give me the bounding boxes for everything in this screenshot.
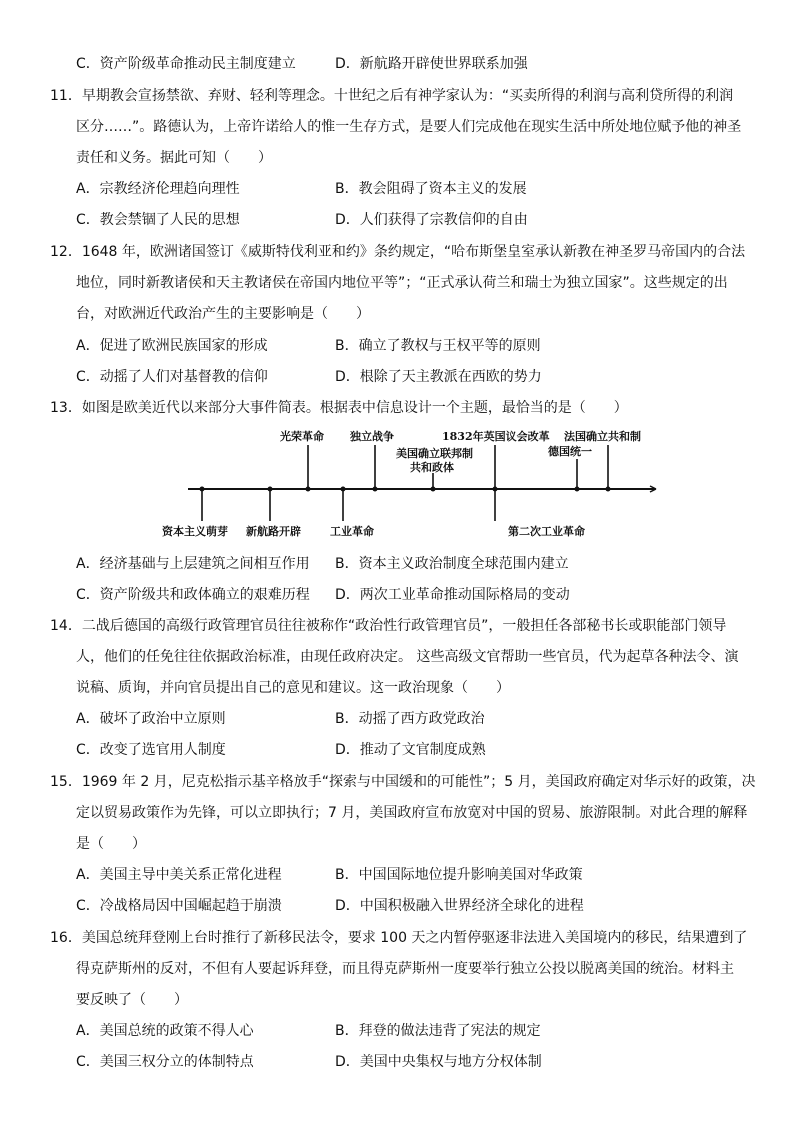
q14-stem-line-1: 14．二战后德国的高级行政管理官员往往被称作“政治性行政管理官员”，一般担任各部秘书长或职能部门领导: [50, 618, 727, 634]
q12-option-d: D．根除了天主教派在西欧的势力: [335, 369, 542, 385]
label-glorious-revolution: 光荣革命: [280, 430, 324, 443]
label-second-industrial-revolution: 第二次工业革命: [508, 525, 585, 538]
q12-option-c: C．动摇了人们对基督教的信仰: [76, 369, 268, 385]
q11-stem-line-1: 11．早期教会宣扬禁欲、弃财、轻利等理念。十世纪之后有神学家认为：“买卖所得的利润与高利贷所得的利润: [50, 88, 734, 104]
q15-stem-line-1: 15．1969 年 2 月，尼克松指示基辛格放手“探索与中国缓和的可能性”；5 月，美国政府确定对华示好的政策，决: [50, 774, 756, 790]
q13-option-a: A．经济基础与上层建筑之间相互作用: [76, 556, 310, 572]
q10-option-c: C．资产阶级革命推动民主制度建立: [76, 56, 296, 72]
q12-stem-line-3: 台，对欧洲近代政治产生的主要影响是（ ）: [76, 306, 370, 322]
q13-option-b: B．资本主义政治制度全球范围内建立: [335, 556, 569, 572]
label-french-republic: 法国确立共和制: [564, 430, 641, 443]
q12-option-a: A．促进了欧洲民族国家的形成: [76, 338, 268, 354]
q15-stem-line-3: 是（ ）: [76, 836, 146, 852]
q12-option-b: B．确立了教权与王权平等的原则: [335, 338, 541, 354]
q14-stem-line-2: 人，他们的任免往往依据政治标准，由现任政府决定。 这些高级文官帮助一些官员，代为起草各种法令、演: [76, 649, 739, 665]
label-republic-polity: 共和政体: [410, 461, 454, 474]
q13-option-c: C．资产阶级共和政体确立的艰难历程: [76, 587, 310, 603]
q14-option-b: B．动摇了西方政党政治: [335, 711, 485, 727]
q15-option-c: C．冷战格局因中国崛起趋于崩溃: [76, 898, 282, 914]
q13-option-d: D．两次工业革命推动国际格局的变动: [335, 587, 570, 603]
q14-option-d: D．推动了文官制度成熟: [335, 742, 486, 758]
q14-option-a: A．破坏了政治中立原则: [76, 711, 226, 727]
q14-option-c: C．改变了选官用人制度: [76, 742, 226, 758]
q16-option-c: C．美国三权分立的体制特点: [76, 1054, 254, 1070]
q16-stem-line-3: 要反映了（ ）: [76, 992, 188, 1008]
q16-option-d: D．美国中央集权与地方分权体制: [335, 1054, 542, 1070]
q15-stem-line-2: 定以贸易政策作为先锋，可以立即执行；7 月，美国政府宣布放宽对中国的贸易、旅游限制。对此合理的解释: [76, 805, 748, 821]
q15-option-a: A．美国主导中美关系正常化进程: [76, 867, 282, 883]
q16-option-b: B．拜登的做法违背了宪法的规定: [335, 1023, 541, 1039]
q11-option-d: D．人们获得了宗教信仰的自由: [335, 212, 528, 228]
q15-option-d: D．中国积极融入世界经济全球化的进程: [335, 898, 584, 914]
q11-stem-line-2: 区分……”。路德认为，上帝许诺给人的惟一生存方式，是要人们完成他在现实生活中所处地位赋予他的神圣: [76, 119, 742, 135]
label-us-federal: 美国确立联邦制: [396, 447, 473, 460]
label-capitalism-sprouts: 资本主义萌芽: [162, 525, 228, 538]
q13-stem-line-1: 13．如图是欧美近代以来部分大事件简表。根据表中信息设计一个主题，最恰当的是（ ）: [50, 400, 628, 416]
label-industrial-revolution: 工业革命: [330, 525, 374, 538]
q15-option-b: B．中国国际地位提升影响美国对华政策: [335, 867, 583, 883]
label-1832-reform: 1832年英国议会改革: [442, 430, 550, 443]
q11-option-a: A．宗教经济伦理趋向理性: [76, 181, 240, 197]
q11-option-b: B．教会阻碍了资本主义的发展: [335, 181, 527, 197]
q12-stem-line-2: 地位，同时新教诸侯和天主教诸侯在帝国内地位平等”；“正式承认荷兰和瑞士为独立国家”。这些规定的出: [76, 275, 728, 291]
q16-option-a: A．美国总统的政策不得人心: [76, 1023, 254, 1039]
q11-option-c: C．教会禁锢了人民的思想: [76, 212, 240, 228]
label-german-unification: 德国统一: [548, 445, 592, 458]
label-new-routes: 新航路开辟: [246, 525, 301, 538]
q13-timeline-figure: [150, 425, 670, 550]
q10-option-d: D．新航路开辟使世界联系加强: [335, 56, 528, 72]
q14-stem-line-3: 说稿、质询，并向官员提出自己的意见和建议。这一政治现象（ ）: [76, 680, 510, 696]
q16-stem-line-1: 16．美国总统拜登刚上台时推行了新移民法令，要求 100 天之内暂停驱逐非法进入美国境内的移民，结果遭到了: [50, 930, 748, 946]
q16-stem-line-2: 得克萨斯州的反对，不但有人要起诉拜登，而且得克萨斯州一度要举行独立公投以脱离美国的统治。材料主: [76, 961, 734, 977]
q11-stem-line-3: 责任和义务。据此可知（ ）: [76, 150, 272, 166]
label-independence-war: 独立战争: [350, 430, 394, 443]
q12-stem-line-1: 12．1648 年，欧洲诸国签订《威斯特伐利亚和约》条约规定，“哈布斯堡皇室承认新教在神圣罗马帝国内的合法: [50, 244, 746, 260]
